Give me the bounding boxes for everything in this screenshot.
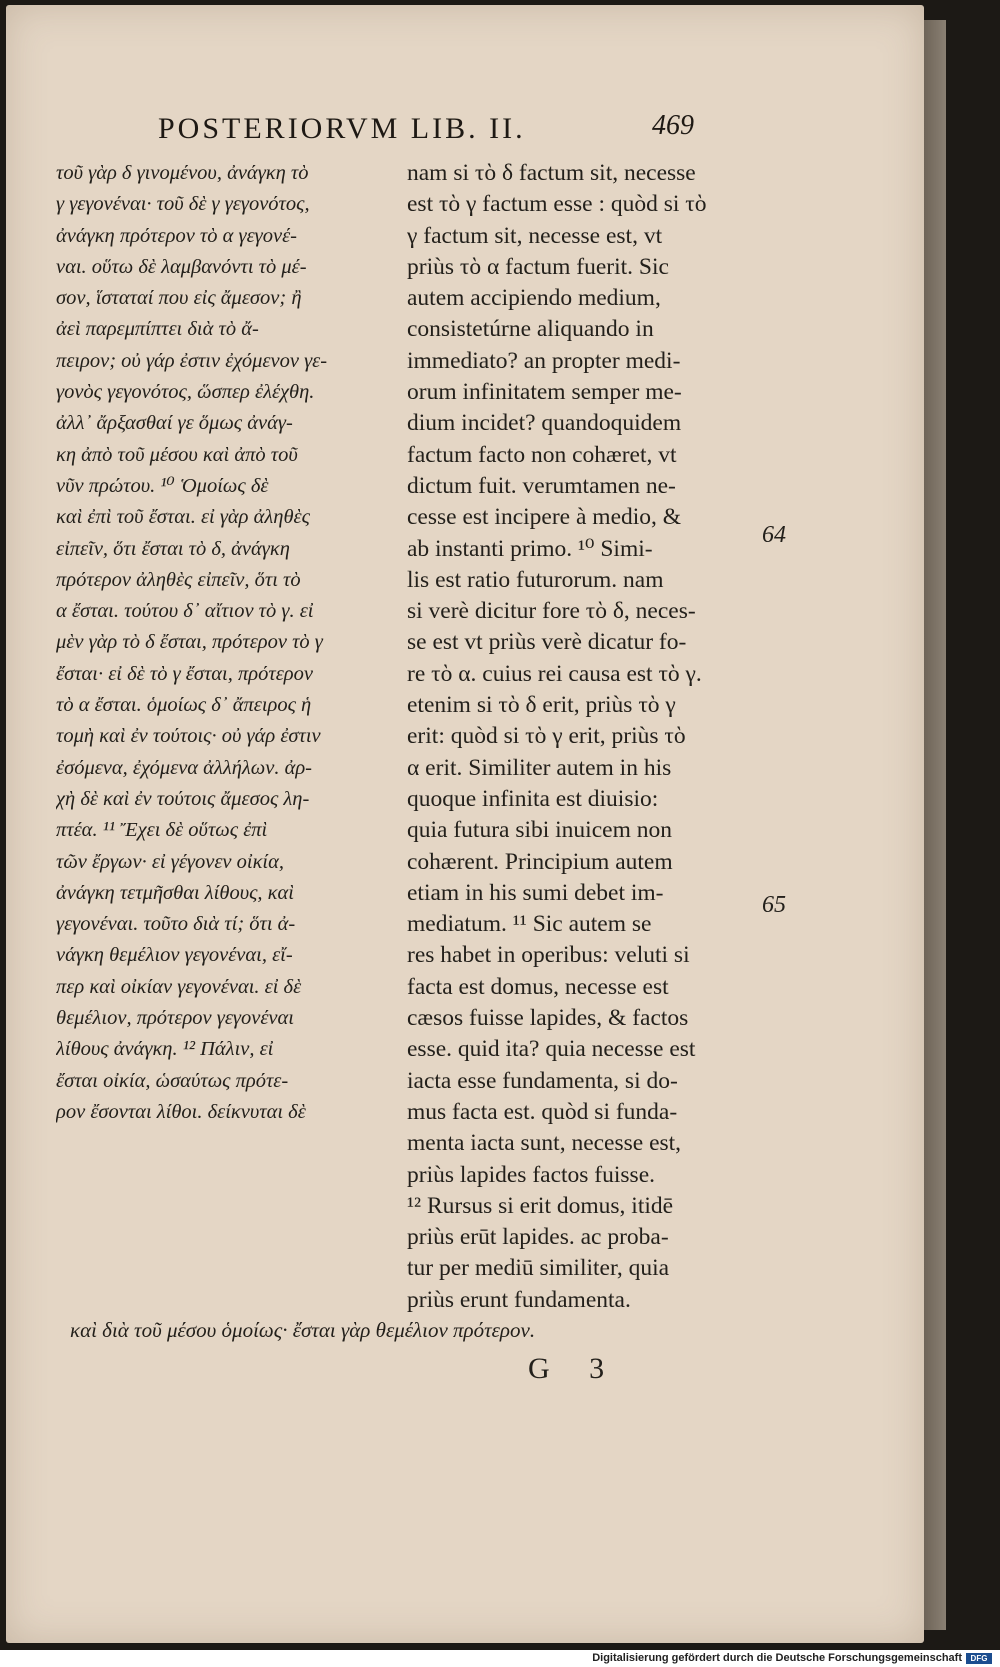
footer-bar xyxy=(0,1650,1000,1667)
latin-text-line: quia futura sibi inuicem non xyxy=(407,817,672,844)
margin-note-64: 64 xyxy=(762,522,786,548)
latin-text-line: iacta esse fundamenta, si do- xyxy=(407,1067,678,1094)
latin-text-column xyxy=(407,158,737,1316)
greek-text-column xyxy=(56,158,396,1128)
greek-text-line: πρότερον ἀληθὲς εἰπεῖν, ὅτι τὸ xyxy=(56,568,301,591)
funding-credit: Digitalisierung gefördert durch die Deutsche Forschungsgemeinschaft xyxy=(592,1652,962,1664)
greek-text-line: λίθους ἀνάγκη. ¹² Πάλιν, εἰ xyxy=(56,1038,274,1061)
greek-text-line: ἀλλ᾽ ἄρξασθαί γε ὅμως ἀνάγ- xyxy=(56,412,293,435)
latin-text-line: immediato? an propter medi- xyxy=(407,347,681,374)
latin-text-line: dictum fuit. verumtamen ne- xyxy=(407,472,676,499)
latin-text-line: ¹² Rursus si erit domus, itidē xyxy=(407,1192,674,1219)
greek-text-line: ἀεὶ παρεμπίπτει διὰ τὸ ἄ- xyxy=(56,318,259,341)
greek-text-line: περ καὶ οἰκίαν γεγονέναι. εἰ δὲ xyxy=(56,975,302,998)
greek-text-line: ἔσται· εἰ δὲ τὸ γ ἔσται, πρότερον xyxy=(56,662,313,685)
greek-text-line: ρον ἔσονται λίθοι. δείκνυται δὲ xyxy=(56,1100,306,1123)
latin-text-line: priùs erūt lapides. ac proba- xyxy=(407,1224,669,1251)
dfg-logo: DFG xyxy=(966,1653,992,1664)
latin-text-line: re τὸ α. cuius rei causa est τὸ γ. xyxy=(407,660,702,687)
latin-text-line: priùs erunt fundamenta. xyxy=(407,1286,631,1313)
greek-text-line: καὶ ἐπὶ τοῦ ἔσται. εἰ γὰρ ἀληθὲς xyxy=(56,506,310,529)
greek-text-line: θεμέλιον, πρότερον γεγονέναι xyxy=(56,1007,294,1030)
latin-text-line: menta iacta sunt, necesse est, xyxy=(407,1130,682,1157)
greek-text-line: ἔσται οἰκία, ὡσαύτως πρότε- xyxy=(56,1069,289,1092)
greek-text-line: ναι. οὕτω δὲ λαμβανόντι τὸ μέ- xyxy=(56,255,307,278)
page-number: 469 xyxy=(652,110,694,141)
latin-text-line: quoque infinita est diuisio: xyxy=(407,785,659,812)
latin-text-line: cæsos fuisse lapides, & factos xyxy=(407,1005,689,1032)
latin-text-line: est τὸ γ factum esse : quòd si τὸ xyxy=(407,191,707,218)
greek-text-line: σον, ἵσταταί που εἰς ἄμεσον; ἢ xyxy=(56,287,302,310)
margin-note-65: 65 xyxy=(762,892,786,918)
signature-mark: G 3 xyxy=(528,1352,621,1385)
greek-text-line: τομὴ καὶ ἐν τούτοις· οὐ γάρ ἐστιν xyxy=(56,725,321,748)
greek-text-line: α ἔσται. τούτου δ᾽ αἴτιον τὸ γ. εἰ xyxy=(56,600,314,623)
latin-text-line: se est vt priùs verè dicatur fo- xyxy=(407,629,687,656)
latin-text-line: nam si τὸ δ factum sit, necesse xyxy=(407,160,696,186)
greek-text-line: χὴ δὲ καὶ ἐν τούτοις ἄμεσος λη- xyxy=(56,787,310,810)
greek-text-line: μὲν γὰρ τὸ δ ἔσται, πρότερον τὸ γ xyxy=(56,631,323,654)
greek-text-line: πειρον; οὐ γάρ ἐστιν ἐχόμενον γε- xyxy=(56,349,328,372)
latin-text-line: γ factum sit, necesse est, vt xyxy=(407,222,663,249)
latin-text-line: etenim si τὸ δ erit, priùs τὸ γ xyxy=(407,692,676,719)
latin-text-line: lis est ratio futurorum. nam xyxy=(407,566,664,593)
latin-text-line: erit: quòd si τὸ γ erit, priùs τὸ xyxy=(407,723,686,750)
latin-text-line: dium incidet? quandoquidem xyxy=(407,410,682,437)
latin-text-line: factum facto non cohæret, vt xyxy=(407,441,677,468)
greek-text-line: τὸ α ἔσται. ὁμοίως δ᾽ ἄπειρος ἡ xyxy=(56,694,312,717)
latin-text-line: mus facta est. quòd si funda- xyxy=(407,1098,678,1125)
greek-text-line: γ γεγονέναι· τοῦ δὲ γ γεγονότος, xyxy=(56,193,310,216)
greek-text-line: γονὸς γεγονότος, ὥσπερ ἐλέχθη. xyxy=(56,381,315,404)
latin-text-line: tur per mediū similiter, quia xyxy=(407,1255,670,1282)
greek-text-line: νάγκη θεμέλιον γεγονέναι, εἴ- xyxy=(56,944,293,967)
greek-text-line: γεγονέναι. τοῦτο διὰ τί; ὅτι ἀ- xyxy=(56,913,296,936)
greek-final-line: καὶ διὰ τοῦ μέσου ὁμοίως· ἔσται γὰρ θεμέλιον πρότερον. xyxy=(70,1318,536,1342)
latin-text-line: esse. quid ita? quia necesse est xyxy=(407,1036,696,1063)
greek-text-line: εἰπεῖν, ὅτι ἔσται τὸ δ, ἀνάγκη xyxy=(56,537,290,560)
latin-text-line: etiam in his sumi debet im- xyxy=(407,879,664,906)
latin-text-line: priùs τὸ α factum fuerit. Sic xyxy=(407,253,669,280)
latin-text-line: priùs lapides factos fuisse. xyxy=(407,1161,656,1188)
latin-text-line: ab instanti primo. ¹⁰ Simi- xyxy=(407,535,653,562)
greek-text-line: ἀνάγκη τετμῆσθαι λίθους, καὶ xyxy=(56,881,294,904)
page-edge xyxy=(924,20,946,1630)
latin-text-line: autem accipiendo medium, xyxy=(407,285,661,312)
latin-text-line: si verè dicitur fore τὸ δ, neces- xyxy=(407,598,696,625)
latin-text-line: cesse est incipere à medio, & xyxy=(407,504,682,531)
latin-text-line: consistetúrne aliquando in xyxy=(407,316,654,343)
latin-text-line: orum infinitatem semper me- xyxy=(407,379,682,406)
greek-text-line: τῶν ἔργων· εἰ γέγονεν οἰκία, xyxy=(56,850,285,873)
greek-text-line: νῦν πρώτου. ¹⁰ Ὁμοίως δὲ xyxy=(56,474,269,497)
latin-text-line: α erit. Similiter autem in his xyxy=(407,754,672,781)
latin-text-line: cohærent. Principium autem xyxy=(407,848,673,875)
greek-text-line: κη ἀπὸ τοῦ μέσου καὶ ἀπὸ τοῦ xyxy=(56,443,298,466)
greek-text-line: ἀνάγκη πρότερον τὸ α γεγονέ- xyxy=(56,224,298,247)
greek-text-line: ἐσόμενα, ἐχόμενα ἀλλήλων. ἀρ- xyxy=(56,756,312,779)
latin-text-line: res habet in operibus: veluti si xyxy=(407,942,690,969)
latin-text-line: mediatum. ¹¹ Sic autem se xyxy=(407,911,652,938)
greek-text-line: τοῦ γὰρ δ γινομένου, ἀνάγκη τὸ xyxy=(56,162,309,184)
greek-text-line: πτέα. ¹¹ Ἔχει δὲ οὕτως ἐπὶ xyxy=(56,819,268,842)
latin-text-line: facta est domus, necesse est xyxy=(407,973,669,1000)
running-head: POSTERIORVM LIB. II. xyxy=(158,112,526,145)
